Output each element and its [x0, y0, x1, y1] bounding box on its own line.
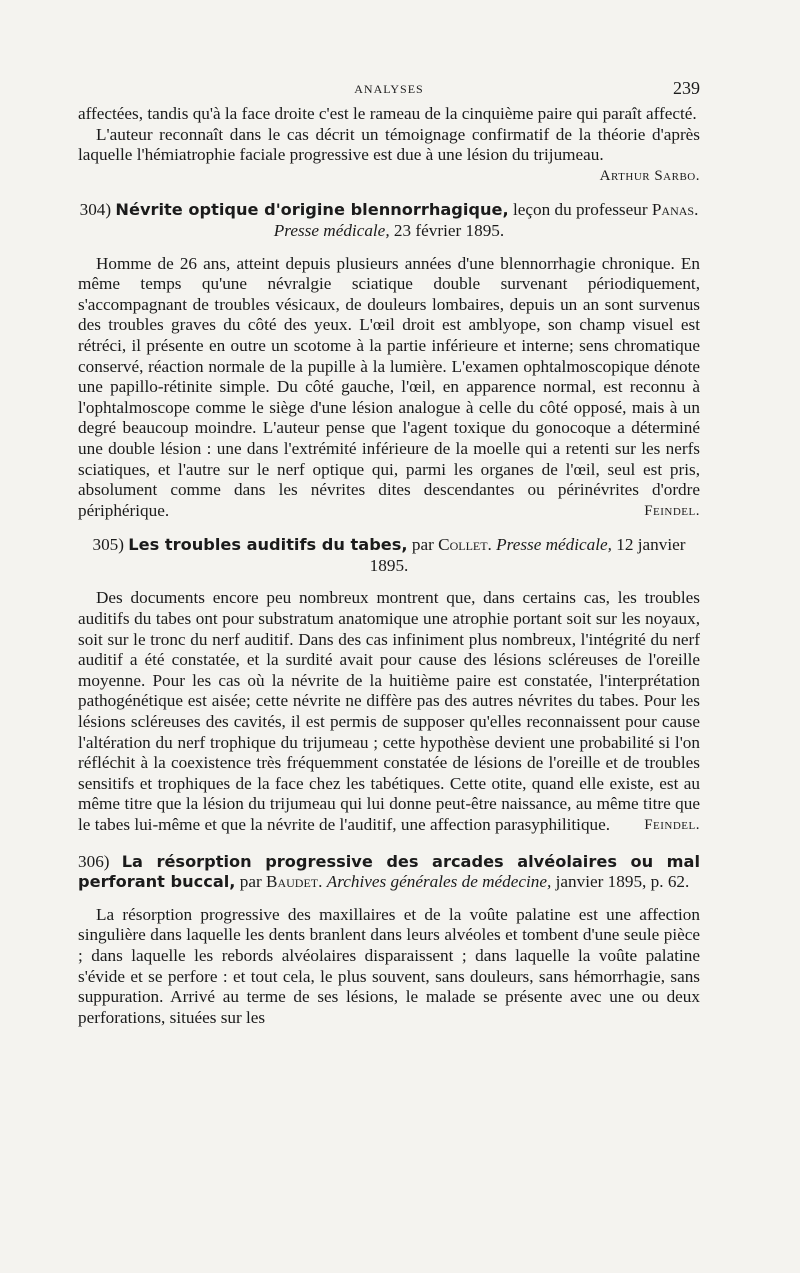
article-305-number: 305) — [92, 535, 124, 555]
article-306-body: La résorption progressive des maxillaires et de la voûte palatine est une affection singulière dans laquelle les dents branlent dans leurs alvéoles et tombent d'une seule pièce ; dans laquelle les rebords alvéolaires disparaissent ; dans laquelle la voûte palatine s'évide et se perfore : et tout cela, le plus souvent, sans douleurs, sans hémorrhagie, sans suppuration. Arrivé au terme de ses lésions, le malade se présente avec une ou deux perforations, situées sur les — [78, 904, 700, 1027]
article-304-body — [78, 254, 700, 522]
signature-feindel-305: Feindel. — [644, 817, 700, 833]
continuation-paragraph-2-text: L'auteur reconnaît dans le cas décrit un témoignage confirmatif de la théorie d'après laquelle l'hémiatrophie faciale progressive est due à une lésion du trijumeau. — [78, 124, 700, 165]
signature-sarbo: Arthur Sarbo. — [599, 167, 700, 184]
article-305-author: Collet. — [438, 535, 492, 555]
article-304-by: leçon du professeur — [512, 200, 648, 220]
article-306-date: janvier 1895, p. 62. — [555, 872, 690, 892]
article-305-title: Les troubles auditifs du tabes, — [128, 535, 408, 555]
article-304-journal: Presse médicale, — [273, 220, 390, 240]
article-304-number: 304) — [79, 200, 112, 220]
article-306-title: La résorption progressive des arcades alvéolaires ou mal perforant buccal, — [78, 851, 700, 892]
article-306-heading — [78, 852, 700, 893]
continuation-paragraph-1: affectées, tandis qu'à la face droite c'est le rameau de la cinquième paire qui paraît affecté. — [78, 104, 697, 123]
article-304-author: Panas. — [651, 200, 699, 220]
article-306-by: par — [239, 872, 262, 892]
continuation-paragraph-2 — [78, 125, 700, 187]
article-306-author: Baudet. — [266, 872, 323, 892]
article-305-body-text: Des documents encore peu nombreux montrent que, dans certains cas, les troubles auditifs du tabes ont pour substratum anatomique une atrophie portant soit sur les noyaux, soit sur le tronc du nerf auditif. Dans des cas infiniment plus nombreux, l'intégrité du nerf auditif a été constatée, et la surdité avait pour cause des lésions scléreuses de l'oreille moyenne. Pour les cas où la névrite de la huitième paire est constatée, l'interprétation pathogénétique est aisée; cette névrite ne diffère pas des autres névrites du tabes. Pour les lésions scléreuses des cavités, il est permis de supposer qu'elles reconnaissent pour cause l'altération du nerf trophique du trijumeau ; cette hypothèse devient une probabilité si l'on réfléchit à la coexistence très fréquemment constatée de lésions de l'oreille et de troubles sensitifs et trophiques de la face chez les tabétiques. Cette otite, quand elle existe, est au même titre que la lésion du trijumeau qui lui donne peut-être naissance, au même titre que le tabes lui-même et que la névrite de l'auditif, une affection parasyphilitique. — [78, 588, 700, 834]
article-305-by: par — [411, 535, 434, 555]
article-304-heading — [78, 200, 700, 241]
article-305-heading — [78, 535, 700, 576]
article-304-date: 23 février 1895. — [393, 220, 505, 240]
page — [78, 78, 700, 1248]
running-title: ANALYSES — [354, 82, 424, 96]
article-304-title: Névrite optique d'origine blennorrhagique, — [115, 200, 509, 220]
article-306-journal: Archives générales de médecine, — [326, 872, 552, 892]
article-306-number: 306) — [78, 851, 110, 871]
running-head — [78, 78, 700, 104]
article-305-date: 12 janvier 1895. — [369, 535, 686, 575]
page-number: 239 — [673, 78, 700, 98]
article-305-journal: Presse médicale, — [496, 535, 612, 555]
article-305-body — [78, 588, 700, 835]
signature-feindel-304: Feindel. — [644, 502, 700, 519]
article-304-body-text: Homme de 26 ans, atteint depuis plusieurs années d'une blennorrhagie chronique. En même temps qu'une névralgie sciatique double survenant périodiquement, s'accompagnant de troubles vésicaux, de douleurs lombaires, depuis un an sont survenus des troubles graves du côté des yeux. L'œil droit est amblyope, son champ visuel est rétréci, il présente en outre un scotome à la partie inférieure et interne; sens chromatique conservé, réaction normale de la pupille à la lumière. L'examen ophtalmoscopique dénote une papillo-rétinite simple. Du côté gauche, l'œil, en apparence normal, est reconnu à l'ophtalmoscope comme le siège d'une lésion analogue à celle du côté opposé, mais à un degré beaucoup moindre. L'auteur pense que l'agent toxique du gonocoque a déterminé une double lésion : une dans l'extrémité inférieure de la moelle qui a retenti sur les nerfs sciatiques, et l'autre sur le nerf optique qui, parmi les organes de l'œil, seul est pris, absolument comme dans les névrites dites descendantes ou périnévrites d'ordre périphérique. — [78, 253, 700, 520]
